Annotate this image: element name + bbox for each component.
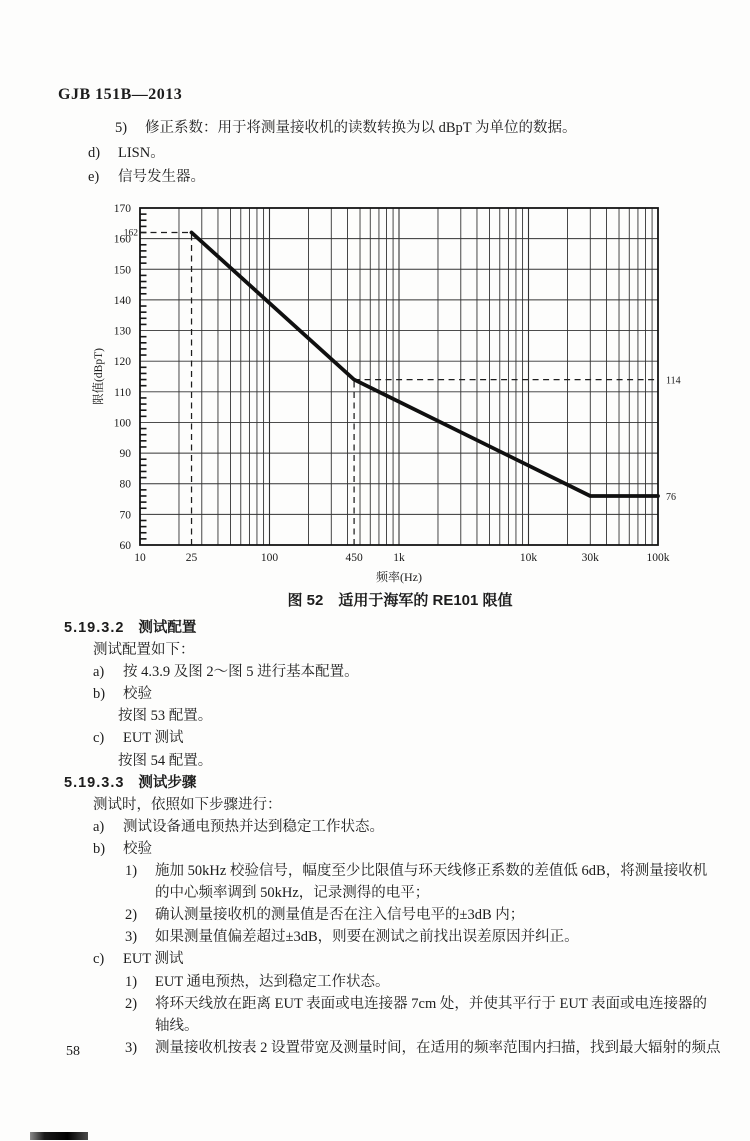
line-text: 测试设备通电预热并达到稳定工作状态。 <box>123 818 384 835</box>
x-tick-label: 450 <box>345 552 363 564</box>
line-text: 测试配置 <box>138 620 197 636</box>
y-tick-label: 110 <box>114 386 131 399</box>
y-axis-title: 限值(dBpT) <box>93 348 105 405</box>
text-line <box>0 661 750 683</box>
annotation-value-label: 76 <box>666 491 676 503</box>
list-marker: b) <box>93 686 106 703</box>
list-marker: 1) <box>125 973 138 990</box>
list-marker: 3) <box>125 1039 138 1056</box>
line-text: 按图 54 配置。 <box>118 752 213 769</box>
text-line <box>0 882 750 904</box>
text-line <box>0 926 750 948</box>
list-marker: 1) <box>125 863 138 880</box>
list-marker: b) <box>93 840 106 857</box>
y-tick-label: 160 <box>113 233 131 246</box>
y-tick-label: 100 <box>113 417 131 430</box>
re101-limit-chart <box>88 198 688 590</box>
text-line <box>0 993 750 1015</box>
y-tick-label: 80 <box>119 478 131 491</box>
x-tick-label: 100k <box>646 552 670 564</box>
list-marker: c) <box>93 730 105 747</box>
line-text: LISN。 <box>118 144 165 161</box>
y-tick-label: 170 <box>113 203 131 215</box>
y-tick-label: 150 <box>113 264 131 277</box>
line-text: 将环天线放在距离 EUT 表面或电连接器 7cm 处，并使其平行于 EUT 表面或电连接器的 <box>155 995 708 1012</box>
line-text: EUT 通电预热，达到稳定工作状态。 <box>155 973 390 990</box>
list-marker: a) <box>93 664 105 681</box>
body-text-block <box>0 617 750 1059</box>
text-line <box>0 971 750 993</box>
text-line <box>0 639 750 661</box>
list-marker: a) <box>93 818 105 835</box>
x-tick-label: 30k <box>581 552 599 564</box>
line-text: 的中心频率调到 50kHz，记录测得的电平； <box>155 885 430 902</box>
section-number: 5.19.3.3 <box>64 774 125 791</box>
text-line <box>0 860 750 882</box>
limit-line <box>192 233 659 497</box>
x-tick-label: 100 <box>260 552 279 564</box>
line-text: EUT 测试 <box>123 730 184 747</box>
y-tick-label: 140 <box>113 294 131 307</box>
line-text: 按图 53 配置。 <box>118 708 213 725</box>
text-line <box>0 838 750 860</box>
section-heading <box>0 617 750 639</box>
line-text: 校验 <box>123 840 152 857</box>
line-text: 轴线。 <box>155 1017 199 1034</box>
text-line <box>0 683 750 705</box>
list-marker: 3) <box>125 929 138 946</box>
list-marker: d) <box>88 144 101 161</box>
re101-chart-svg <box>88 198 688 590</box>
text-line <box>0 904 750 926</box>
text-line <box>0 794 750 816</box>
line-text: 施加 50kHz 校验信号，幅度至少比限值与环天线修正系数的差值低 6dB，将测量接收机 <box>155 863 708 880</box>
text-line <box>0 116 750 141</box>
text-line <box>0 1037 750 1059</box>
text-line <box>0 705 750 727</box>
text-line <box>0 141 750 166</box>
line-text: 如果测量值偏差超过±3dB，则要在测试之前找出误差原因并纠正。 <box>155 929 579 946</box>
line-text: 按 4.3.9 及图 2～图 5 进行基本配置。 <box>123 664 359 681</box>
text-line <box>0 750 750 772</box>
x-tick-label: 10 <box>134 552 146 564</box>
y-tick-label: 130 <box>113 325 131 338</box>
line-text: EUT 测试 <box>123 951 184 968</box>
text-line <box>0 948 750 970</box>
list-marker: e) <box>88 169 100 185</box>
list-marker: 2) <box>125 907 138 924</box>
section-heading <box>0 772 750 794</box>
text-line <box>0 727 750 749</box>
line-text: 测试时，依照如下步骤进行： <box>93 796 282 813</box>
section-number: 5.19.3.2 <box>64 620 125 636</box>
page-number: 58 <box>66 1044 80 1059</box>
y-tick-label: 120 <box>113 356 131 369</box>
line-text: 测试步骤 <box>138 774 197 791</box>
list-marker: c) <box>93 951 105 968</box>
line-text: 修正系数：用于将测量接收机的读数转换为以 dBpT 为单位的数据。 <box>145 120 577 136</box>
text-line <box>0 1015 750 1037</box>
text-line <box>0 165 750 190</box>
figure-caption: 图 52 适用于海军的 RE101 限值 <box>287 592 513 609</box>
intro-text-block <box>0 116 750 190</box>
line-text: 测量接收机按表 2 设置带宽及测量时间，在适用的频率范围内扫描，找到最大辐射的频点 <box>155 1039 721 1056</box>
y-tick-label: 70 <box>119 509 131 522</box>
x-tick-label: 25 <box>185 552 198 564</box>
list-marker: 5) <box>115 120 128 136</box>
line-text: 确认测量接收机的测量值是否在注入信号电平的±3dB 内； <box>155 907 525 924</box>
annotation-value-label: 114 <box>666 375 681 387</box>
x-axis-title: 频率(Hz) <box>376 570 422 584</box>
x-tick-label: 1k <box>393 552 405 564</box>
list-marker: 2) <box>125 995 138 1012</box>
annotation-value-label: 162 <box>123 228 138 239</box>
line-text: 测试配置如下： <box>93 642 195 659</box>
text-line <box>0 816 750 838</box>
y-tick-label: 90 <box>119 448 131 461</box>
line-text: 信号发生器。 <box>118 169 205 185</box>
standard-number-header: GJB 151B—2013 <box>58 86 183 103</box>
y-tick-label: 60 <box>119 540 131 552</box>
x-tick-label: 10k <box>519 552 538 564</box>
scan-artifact-bar <box>30 1132 88 1140</box>
line-text: 校验 <box>123 686 152 703</box>
